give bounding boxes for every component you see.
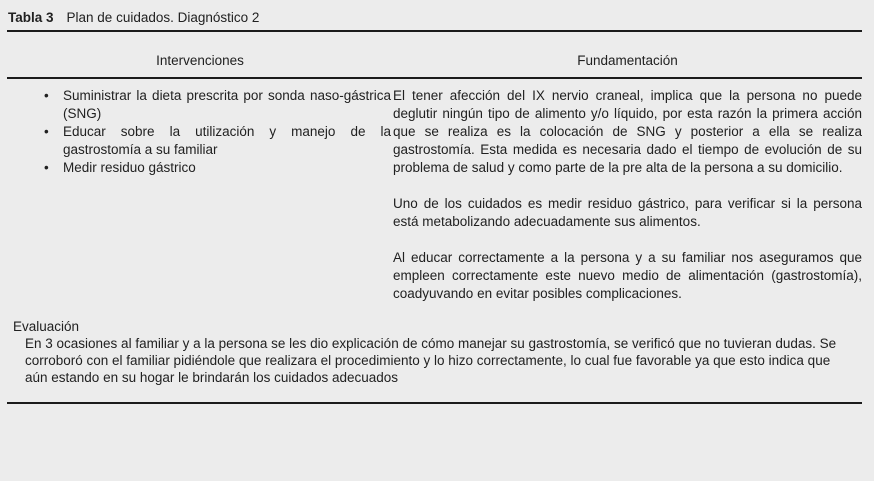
evaluation-section <box>7 318 862 386</box>
intervention-item: • Medir residuo gástrico <box>42 159 393 177</box>
fundamentacion-paragraph: Uno de los cuidados es medir residuo gástrico, para verificar si la persona está metabolizando adecuadamente sus alimentos. <box>393 196 862 229</box>
table-caption-title: Plan de cuidados. Diagnóstico 2 <box>66 10 260 25</box>
column-header-intervenciones: Intervenciones <box>156 53 244 68</box>
fundamentacion-cell <box>393 87 862 303</box>
table-body <box>7 79 862 303</box>
intervention-item: • Educar sobre la utilización y manejo de la gastrostomía a su familiar <box>42 123 393 159</box>
evaluation-text: En 3 ocasiones al familiar y a la persona se les dio explicación de cómo manejar su gastrostomía, se verificó que no tuvieran dudas. Se corroboró con el familiar pidiéndole que realizara el procedimiento y lo hizo correctamente, lo cual fue favorable ya que esto indica que aún estando en su hogar le brindarán los cuidados adecuados <box>25 336 837 385</box>
intervention-item: • Suministrar la dieta prescrita por sonda naso-gástrica (SNG) <box>42 87 393 123</box>
column-header-fundamentacion: Fundamentación <box>577 53 678 68</box>
interventions-cell <box>7 87 393 177</box>
table-caption <box>7 8 862 28</box>
bottom-rule <box>7 402 862 404</box>
fundamentacion-paragraph: Al educar correctamente a la persona y a su familiar nos aseguramos que empleen correctamente este nuevo medio de alimentación (gastrostomía), coadyuvando en evitar posibles complicaciones. <box>393 250 862 301</box>
fundamentacion-paragraph: El tener afección del IX nervio craneal, implica que la persona no puede deglutir ningún tipo de alimento y/o líquido, por esta razón la primera acción que se realiza es la colocación de SNG y posterior a ella se realiza gastrostomía. Esta medida es necesaria dado el tiempo de evolución de su problema de salud y como parte de la pre alta de la persona a su domicilio. <box>393 88 862 175</box>
table-header-row <box>7 32 862 77</box>
table-caption-label: Tabla 3 <box>8 10 54 25</box>
interventions-list <box>42 87 393 177</box>
evaluation-label: Evaluación <box>13 319 80 334</box>
